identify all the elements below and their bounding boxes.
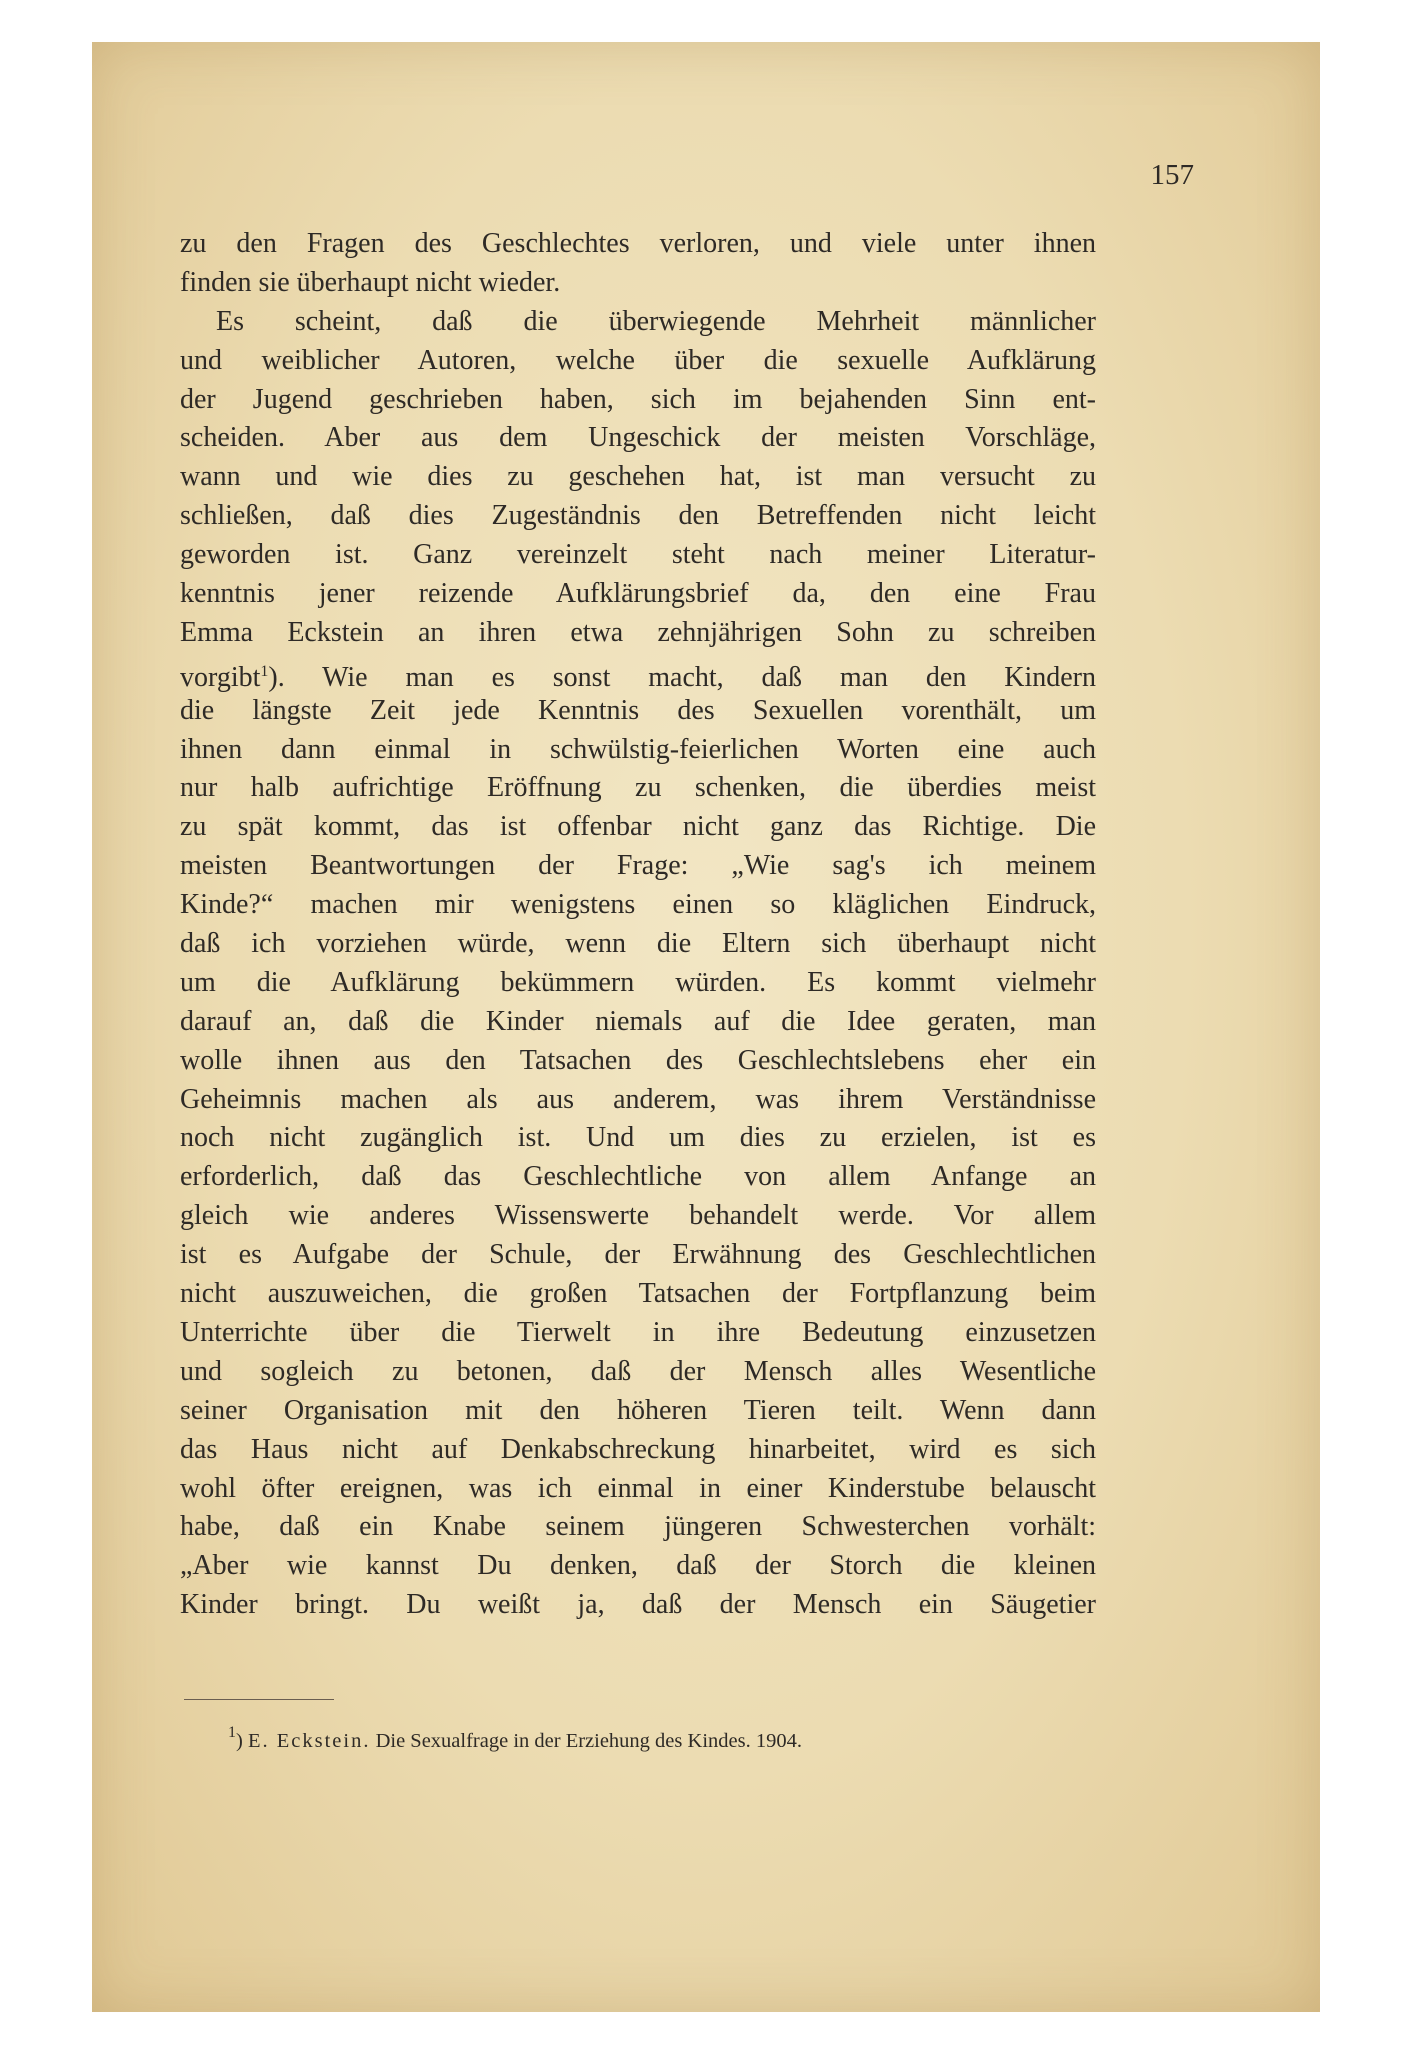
text-line: und sogleich zu betonen, daß der Mensch alles Wesentliche	[180, 1355, 1096, 1387]
text-line: ist es Aufgabe der Schule, der Erwähnung des Geschlechtlichen	[180, 1239, 1096, 1271]
text-line: darauf an, daß die Kinder niemals auf die Idee geraten, man	[180, 1005, 1096, 1037]
footnote-paren: )	[236, 1730, 243, 1752]
text-line: Kinder bringt. Du weißt ja, daß der Mensch ein Säugetier	[180, 1589, 1096, 1621]
text-line: habe, daß ein Knabe seinem jüngeren Schwesterchen vorhält:	[180, 1511, 1096, 1543]
text-fragment: vorgibt	[180, 661, 261, 692]
text-line: zu spät kommt, das ist offenbar nicht ganz das Richtige. Die	[180, 811, 1096, 843]
text-line: um die Aufklärung bekümmern würden. Es kommt vielmehr	[180, 966, 1096, 998]
text-line: noch nicht zugänglich ist. Und um dies zu erzielen, ist es	[180, 1122, 1096, 1154]
footnote-author: E. Eckstein.	[247, 1730, 371, 1752]
text-line: das Haus nicht auf Denkabschreckung hinarbeitet, wird es sich	[180, 1433, 1096, 1465]
text-line: wann und wie dies zu geschehen hat, ist man versucht zu	[180, 461, 1096, 493]
text-line: wohl öfter ereignen, was ich einmal in einer Kinderstube belauscht	[180, 1472, 1096, 1504]
text-line: kenntnis jener reizende Aufklärungsbrief da, den eine Frau	[180, 578, 1096, 610]
text-line: Geheimnis machen als aus anderem, was ihrem Verständnisse	[180, 1083, 1096, 1115]
text-line: scheiden. Aber aus dem Ungeschick der meisten Vorschläge,	[180, 422, 1096, 454]
text-line: erforderlich, daß das Geschlechtliche von allem Anfange an	[180, 1161, 1096, 1193]
footnote	[228, 1724, 1128, 1753]
text-line: gleich wie anderes Wissenswerte behandelt werde. Vor allem	[180, 1200, 1096, 1232]
text-line: nur halb aufrichtige Eröffnung zu schenken, die überdies meist	[180, 772, 1096, 804]
text-line: finden sie überhaupt nicht wieder.	[180, 266, 561, 298]
text-line: Kinde?“ machen mir wenigstens einen so kläglichen Eindruck,	[180, 889, 1096, 921]
footnote-marker: 1	[260, 662, 269, 680]
text-line: Unterrichte über die Tierwelt in ihre Bedeutung einzusetzen	[180, 1316, 1096, 1348]
text-line: Es scheint, daß die überwiegende Mehrheit männlicher	[216, 305, 1096, 337]
text-line: daß ich vorziehen würde, wenn die Eltern sich überhaupt nicht	[180, 928, 1096, 960]
book-page	[92, 42, 1320, 2012]
footnote-divider	[184, 1699, 334, 1700]
text-line: meisten Beantwortungen der Frage: „Wie sag's ich meinem	[180, 850, 1096, 882]
footnote-number: 1	[228, 1724, 236, 1741]
body-text	[180, 225, 1096, 1625]
footnote-citation: Die Sexualfrage in der Erziehung des Kindes. 1904.	[375, 1730, 802, 1752]
text-line: Emma Eckstein an ihren etwa zehnjährigen Sohn zu schreiben	[180, 616, 1096, 648]
page-number: 157	[1150, 159, 1194, 191]
text-line: wolle ihnen aus den Tatsachen des Geschlechtslebens eher ein	[180, 1044, 1096, 1076]
text-line: „Aber wie kannst Du denken, daß der Storch die kleinen	[180, 1550, 1096, 1582]
text-line: die längste Zeit jede Kenntnis des Sexuellen vorenthält, um	[180, 694, 1096, 726]
text-fragment: ). Wie man es sonst macht, daß man den Kindern	[268, 661, 1096, 692]
text-line: schließen, daß dies Zugeständnis den Betreffenden nicht leicht	[180, 500, 1096, 532]
text-line: ihnen dann einmal in schwülstig-feierlichen Worten eine auch	[180, 733, 1096, 765]
text-line: und weiblicher Autoren, welche über die sexuelle Aufklärung	[180, 344, 1096, 376]
text-line: nicht auszuweichen, die großen Tatsachen der Fortpflanzung beim	[180, 1278, 1096, 1310]
text-line: seiner Organisation mit den höheren Tieren teilt. Wenn dann	[180, 1394, 1096, 1426]
text-line: geworden ist. Ganz vereinzelt steht nach meiner Literatur-	[180, 539, 1096, 571]
text-line: zu den Fragen des Geschlechtes verloren, und viele unter ihnen	[180, 228, 1096, 259]
text-line: der Jugend geschrieben haben, sich im bejahenden Sinn ent-	[180, 383, 1096, 415]
text-line	[180, 653, 1096, 692]
